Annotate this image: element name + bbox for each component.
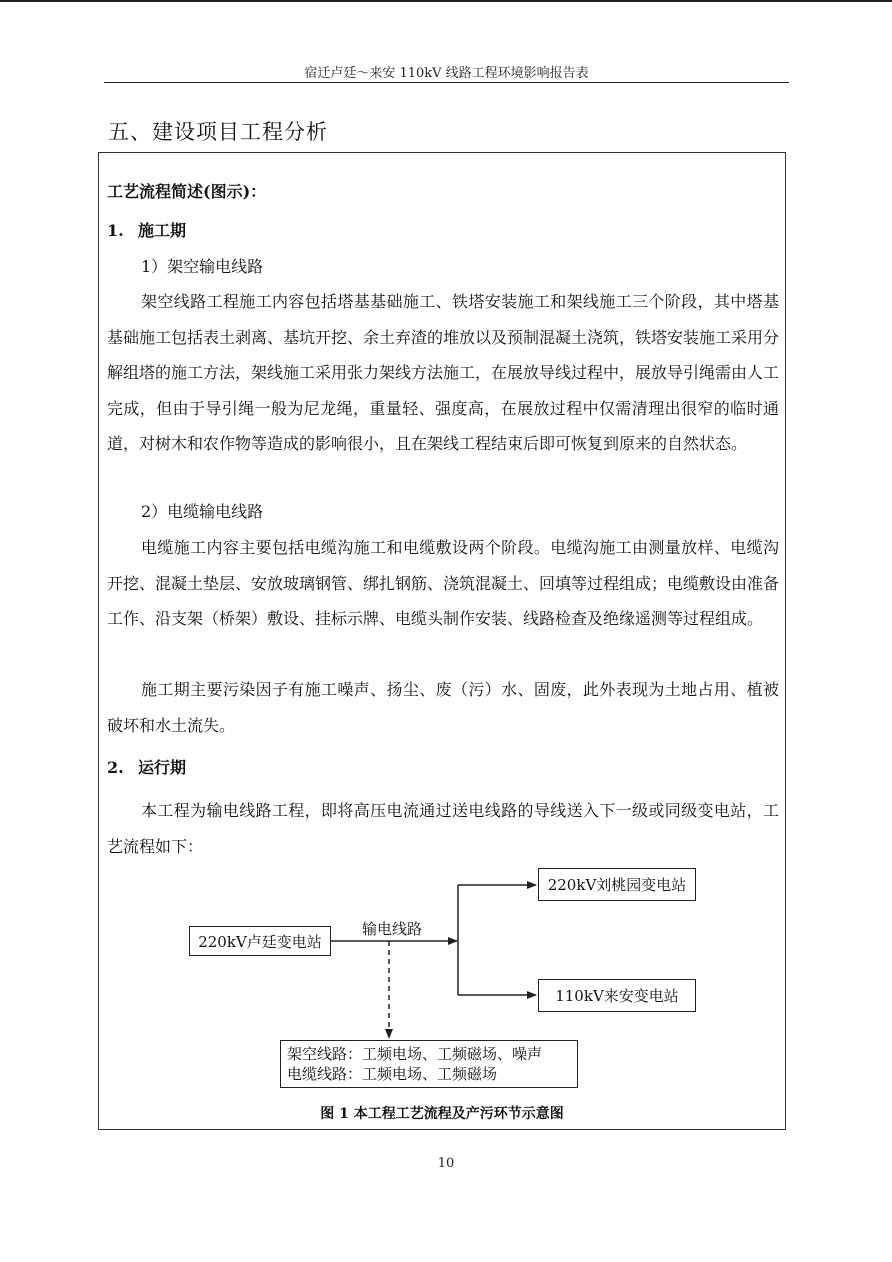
environmental-impact-node: [280, 1040, 578, 1088]
construction-pollution-paragraph: 施工期主要污染因子有施工噪声、扬尘、废（污）水、固废，此外表现为土地占用、植被破坏和水土流失。: [107, 680, 779, 735]
running-header: 宿迁卢廷～来安 110kV 线路工程环境影响报告表: [304, 66, 589, 81]
cable-subheading: 2）电缆输电线路: [141, 502, 264, 521]
operation-heading: 运行期: [138, 758, 187, 777]
section-title: 五、建设项目工程分析: [108, 120, 328, 144]
source-substation-node: 220kV卢廷变电站: [189, 926, 331, 956]
target-substation-bottom-node: 110kV来安变电站: [538, 979, 696, 1012]
intro-heading: 工艺流程简述(图示)：: [107, 182, 267, 201]
overhead-paragraph: 架空线路工程施工内容包括塔基基础施工、铁塔安装施工和架线施工三个阶段，其中塔基基础施工包括表土剥离、基坑开挖、余土弃渣的堆放以及预制混凝土浇筑，铁塔安装施工采用分解组塔的施工方法，架线施工采用张力架线方法施工，在展放导线过程中，展放导引绳需由人工完成，但由于导引绳一般为尼龙绳，重量轻、强度高，在展放过程中仅需清理出很窄的临时通道，对树木和农作物等造成的影响很小，且在架线工程结束后即可恢复到原来的自然状态。: [107, 292, 780, 453]
construction-heading: 施工期: [138, 221, 187, 240]
transmission-line-label: 输电线路: [362, 920, 423, 938]
target-substation-top-node: 220kV刘桃园变电站: [538, 868, 696, 901]
overhead-subheading: 1）架空输电线路: [141, 257, 264, 276]
figure-caption: 图 1 本工程工艺流程及产污环节示意图: [320, 1106, 564, 1122]
overhead-impact-text: 架空线路：工频电场、工频磁场、噪声: [287, 1045, 543, 1063]
cable-impact-text: 电缆线路：工频电场、工频磁场: [287, 1065, 498, 1083]
operation-heading-number: 2.: [107, 758, 124, 777]
construction-heading-number: 1.: [107, 221, 124, 240]
cable-paragraph: 电缆施工内容主要包括电缆沟施工和电缆敷设两个阶段。电缆沟施工由测量放样、电缆沟开挖、混凝土垫层、安放玻璃钢管、绑扎钢筋、浇筑混凝土、回填等过程组成；电缆敷设由准备工作、沿支架（桥架）敷设、挂标示牌、电缆头制作安装、线路检查及绝缘遥测等过程组成。: [107, 538, 780, 628]
page-number: 10: [437, 1156, 455, 1171]
operation-paragraph: 本工程为输电线路工程，即将高压电流通过送电线路的导线送入下一级或同级变电站，工艺流程如下：: [107, 801, 779, 856]
